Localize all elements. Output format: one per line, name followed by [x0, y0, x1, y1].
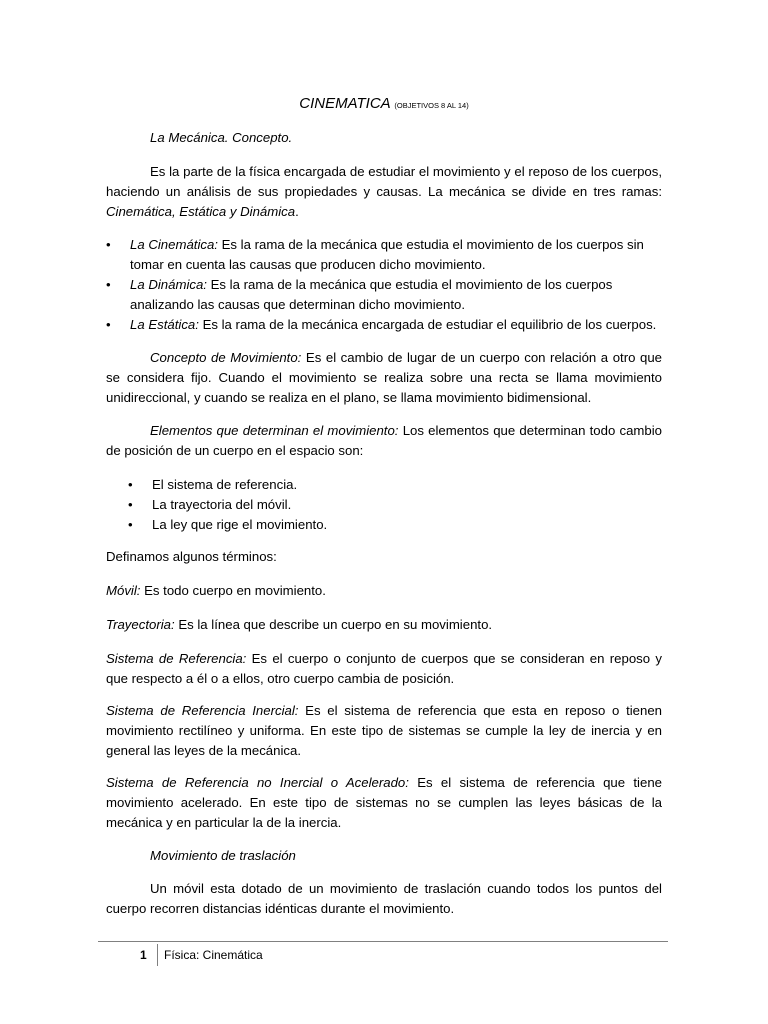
paragraph-elementos: Elementos que determinan el movimiento: Los elementos que determinan todo cambio de posición de un cuerpo en el espacio son: — [106, 423, 663, 458]
definition-movil: Móvil: Es todo cuerpo en movimiento. — [106, 583, 326, 598]
paragraph-concepto-movimiento: Concepto de Movimiento: Es el cambio de lugar de un cuerpo con relación a otro que se considera fijo. Cuando el movimiento se realiza sobre una recta se llama movimiento unidireccional, y cuando se realiza en el plano, se llama movimiento bidimensional. — [106, 350, 662, 405]
page-title — [106, 94, 662, 116]
list-item: • La ley que rige el movimiento. — [128, 517, 328, 532]
definition-sistema-inercial: Sistema de Referencia Inercial: Es el sistema de referencia que esta en reposo o tienen movimiento rectilíneo y uniforma. En este tipo de sistemas se cumple la ley de inercia y en general las leyes de la mecánica. — [106, 703, 662, 758]
list-item: • La Cinemática: Es la rama de la mecánica que estudia el movimiento de los cuerpos sin tomar en cuenta las causas que producen dicho movimiento. — [106, 237, 644, 272]
paragraph-intro: Es la parte de la física encargada de estudiar el movimiento y el reposo de los cuerpos, haciendo un análisis de sus propiedades y causas. La mecánica se divide en tres ramas: Cinemática, Estática y Dinámica. — [106, 164, 662, 219]
section-heading-mecanica: La Mecánica. Concepto. — [150, 130, 293, 145]
paragraph-traslacion: Un móvil esta dotado de un movimiento de traslación cuando todos los puntos del cuerpo recorren distancias idénticas durante el movimiento. — [106, 881, 662, 916]
footer-divider — [98, 941, 668, 942]
title-subtitle: (OBJETIVOS 8 AL 14) — [394, 101, 469, 110]
definition-sistema-no-inercial: Sistema de Referencia no Inercial o Acelerado: Es el sistema de referencia que tiene movimiento acelerado. En este tipo de sistemas no se cumplen las leyes básicas de la mecánica y en particular la de la inercia. — [106, 775, 662, 830]
paragraph-definamos: Definamos algunos términos: — [106, 549, 277, 564]
ramas-list — [106, 235, 662, 335]
definition-sistema-referencia: Sistema de Referencia: Es el cuerpo o conjunto de cuerpos que se consideran en reposo y que respecto a él o a ellos, otro cuerpo cambia de posición. — [106, 651, 662, 686]
title-main: CINEMATICA — [299, 95, 391, 112]
list-item: • La Estática: Es la rama de la mecánica encargada de estudiar el equilibrio de los cuerpos. — [106, 317, 657, 332]
footer-label: Física: Cinemática — [164, 948, 263, 962]
elementos-list — [106, 475, 662, 535]
footer-separator — [157, 944, 158, 966]
list-item: • La trayectoria del móvil. — [128, 497, 292, 512]
section-heading-traslacion: Movimiento de traslación — [150, 848, 296, 863]
page-number: 1 — [140, 948, 147, 962]
list-item: • La Dinámica: Es la rama de la mecánica que estudia el movimiento de los cuerpos analizando las causas que determinan dicho movimiento. — [106, 277, 613, 312]
definition-trayectoria: Trayectoria: Es la línea que describe un cuerpo en su movimiento. — [106, 617, 493, 632]
list-item: • El sistema de referencia. — [128, 477, 298, 492]
